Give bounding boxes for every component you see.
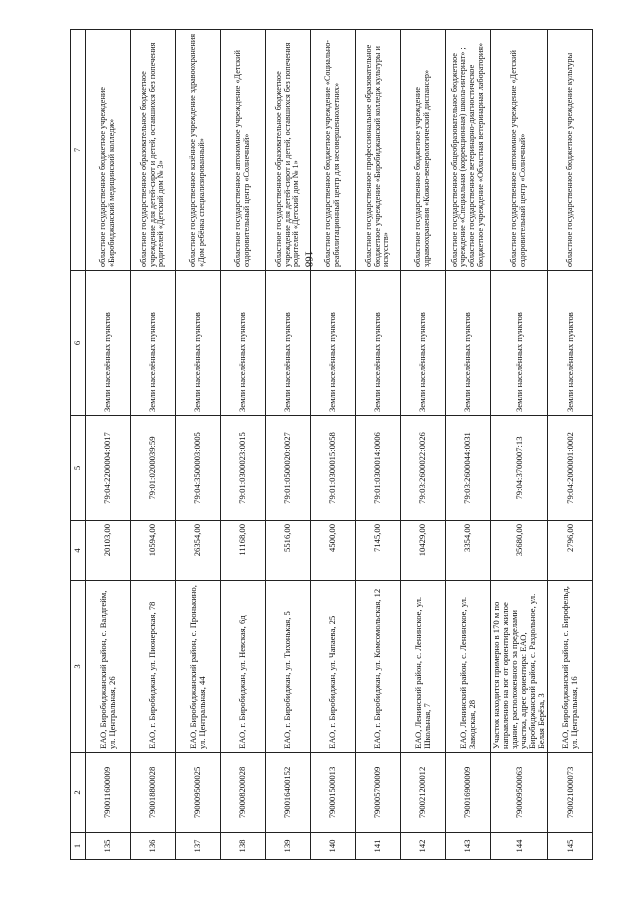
cell-category: Земли населённых пунктов bbox=[131, 271, 176, 416]
cell-n: 135 bbox=[86, 833, 131, 860]
header-cell: 4 bbox=[71, 521, 86, 581]
cell-holder: областное государственное автономное учреждение «Детский оздоровительный центр «Солнечный» bbox=[221, 30, 266, 271]
cell-holder: областное государственное бюджетное учреждение культуры bbox=[548, 30, 593, 271]
table-row bbox=[446, 30, 491, 860]
cell-n: 137 bbox=[176, 833, 221, 860]
cell-holder: областное государственное бюджетное учреждение «Социально-реабилитационный центр для несовершеннолетних» bbox=[311, 30, 356, 271]
cell-n: 140 bbox=[311, 833, 356, 860]
header-cell: 7 bbox=[71, 30, 86, 271]
cell-area: 20103,00 bbox=[86, 521, 131, 581]
table-row bbox=[401, 30, 446, 860]
cell-category: Земли населённых пунктов bbox=[548, 271, 593, 416]
header-cell: 5 bbox=[71, 416, 86, 521]
cell-area: 4500,00 bbox=[311, 521, 356, 581]
cell-area: 7145,00 bbox=[356, 521, 401, 581]
header-row bbox=[71, 30, 86, 860]
cell-n: 145 bbox=[548, 833, 593, 860]
table-row bbox=[131, 30, 176, 860]
cell-n: 138 bbox=[221, 833, 266, 860]
cell-category: Земли населённых пунктов bbox=[311, 271, 356, 416]
cell-address: ЕАО, г. Биробиджан, ул. Пионерская, 78 bbox=[131, 581, 176, 753]
cell-id: 790016900009 bbox=[446, 753, 491, 833]
document-table-rotated bbox=[70, 30, 630, 860]
cell-holder: областное государственное образовательное бюджетное учреждение для детей-сирот и детей, оставшихся без попечения родителей «Детский дом № 1» bbox=[266, 30, 311, 271]
cell-n: 144 bbox=[491, 833, 548, 860]
cell-area: 35680,00 bbox=[491, 521, 548, 581]
cell-id: 790021200012 bbox=[401, 753, 446, 833]
cell-cadastre: 79:01:0300014:0006 bbox=[356, 416, 401, 521]
cell-id: 790005700009 bbox=[356, 753, 401, 833]
cell-holder: областное государственное бюджетное учреждение здравоохранения «Кожно-венерологический диспансер» bbox=[401, 30, 446, 271]
cell-cadastre: 79:01:0300015:0058 bbox=[311, 416, 356, 521]
land-registry-table bbox=[70, 29, 593, 860]
cell-category: Земли населённых пунктов bbox=[221, 271, 266, 416]
cell-area: 10594,00 bbox=[131, 521, 176, 581]
cell-cadastre: 79:04:3500003:0005 bbox=[176, 416, 221, 521]
table-row bbox=[86, 30, 131, 860]
table-row bbox=[176, 30, 221, 860]
cell-category: Земли населённых пунктов bbox=[176, 271, 221, 416]
cell-id: 790021000073 bbox=[548, 753, 593, 833]
cell-cadastre: 79:04:3700007:13 bbox=[491, 416, 548, 521]
cell-n: 141 bbox=[356, 833, 401, 860]
cell-address: ЕАО, Биробиджанский район, с. Пронькино, ул. Центральная, 44 bbox=[176, 581, 221, 753]
header-cell: 3 bbox=[71, 581, 86, 753]
table-row bbox=[356, 30, 401, 860]
cell-id: 790001500013 bbox=[311, 753, 356, 833]
cell-area: 11168,00 bbox=[221, 521, 266, 581]
cell-id: 790009500025 bbox=[176, 753, 221, 833]
cell-n: 143 bbox=[446, 833, 491, 860]
cell-area: 10429,00 bbox=[401, 521, 446, 581]
header-cell: 2 bbox=[71, 753, 86, 833]
table-row bbox=[221, 30, 266, 860]
cell-address: ЕАО, Ленинский район, с. Ленинское, ул. Школьная, 7 bbox=[401, 581, 446, 753]
cell-category: Земли населённых пунктов bbox=[86, 271, 131, 416]
cell-holder: областное государственное казённое учреждение здравоохранения «Дом ребёнка специализированный» bbox=[176, 30, 221, 271]
cell-address: ЕАО, г. Биробиджан, ул. Чапаева, 25 bbox=[311, 581, 356, 753]
cell-cadastre: 79:03:2600044:0031 bbox=[446, 416, 491, 521]
cell-id: 790016400152 bbox=[266, 753, 311, 833]
cell-cadastre: 79:03:2600022:0026 bbox=[401, 416, 446, 521]
cell-cadastre: 79:01:0200039:59 bbox=[131, 416, 176, 521]
cell-area: 3354,00 bbox=[446, 521, 491, 581]
cell-id: 790009500063 bbox=[491, 753, 548, 833]
cell-cadastre: 79:04:2200004:0017 bbox=[86, 416, 131, 521]
cell-cadastre: 79:01:0500020:0027 bbox=[266, 416, 311, 521]
cell-id: 790011600009 bbox=[86, 753, 131, 833]
cell-address: Участок находится примерно в 170 м по направлению на юг от ориентира жилое здание, расположенного за пределами участка, адрес ориентира: ЕАО, Биробиджанский район, с. Раздольное, ул. Белая Берёза, 3 bbox=[491, 581, 548, 753]
cell-area: 26354,00 bbox=[176, 521, 221, 581]
page-number: 168 bbox=[302, 250, 315, 268]
cell-area: 2796,00 bbox=[548, 521, 593, 581]
cell-category: Земли населённых пунктов bbox=[356, 271, 401, 416]
cell-category: Земли населённых пунктов bbox=[401, 271, 446, 416]
cell-address: ЕАО, г. Биробиджан, ул. Тихонькая, 5 bbox=[266, 581, 311, 753]
cell-holder: областное государственное бюджетное учреждение «Биробиджанский медицинский колледж» bbox=[86, 30, 131, 271]
cell-category: Земли населённых пунктов bbox=[446, 271, 491, 416]
cell-address: ЕАО, г. Биробиджан, ул. Комсомольская, 12 bbox=[356, 581, 401, 753]
table-row bbox=[491, 30, 548, 860]
cell-cadastre: 79:01:0300023:0015 bbox=[221, 416, 266, 521]
cell-n: 139 bbox=[266, 833, 311, 860]
cell-holder: областное государственное профессиональное образовательное бюджетное учреждение «Биробиджанский колледж культуры и искусств» bbox=[356, 30, 401, 271]
cell-address: ЕАО, Биробиджанский район, с. Валдгейм, ул. Центральная, 26 bbox=[86, 581, 131, 753]
cell-holder: областное государственное образовательное бюджетное учреждение для детей-сирот и детей, оставшихся без попечения родителей «Детский дом № 3» bbox=[131, 30, 176, 271]
cell-id: 790008200028 bbox=[221, 753, 266, 833]
cell-category: Земли населённых пунктов bbox=[266, 271, 311, 416]
cell-category: Земли населённых пунктов bbox=[491, 271, 548, 416]
cell-address: ЕАО, Ленинский район, с. Ленинское, ул. Заводская, 28 bbox=[446, 581, 491, 753]
cell-holder: областное государственное общеобразовательное бюджетное учреждение «Специальная (коррекционная) школа-интернат» ; областное государственное ветеринарно-диагностическое бюджетное учреждение «Областная ветеринарная лаборатория» bbox=[446, 30, 491, 271]
cell-address: ЕАО, Биробиджанский район, с. Бирофельд, ул. Центральная, 16 bbox=[548, 581, 593, 753]
header-cell: 6 bbox=[71, 271, 86, 416]
cell-id: 790018800028 bbox=[131, 753, 176, 833]
cell-area: 5516,00 bbox=[266, 521, 311, 581]
header-cell: 1 bbox=[71, 833, 86, 860]
cell-cadastre: 79:04:2000001:0002 bbox=[548, 416, 593, 521]
table-row bbox=[311, 30, 356, 860]
cell-n: 142 bbox=[401, 833, 446, 860]
cell-n: 136 bbox=[131, 833, 176, 860]
table-row bbox=[548, 30, 593, 860]
cell-address: ЕАО, г. Биробиджан, ул. Невская, 6д bbox=[221, 581, 266, 753]
cell-holder: областное государственное автономное учреждение «Детский оздоровительный центр «Солнечный» bbox=[491, 30, 548, 271]
table-row bbox=[266, 30, 311, 860]
